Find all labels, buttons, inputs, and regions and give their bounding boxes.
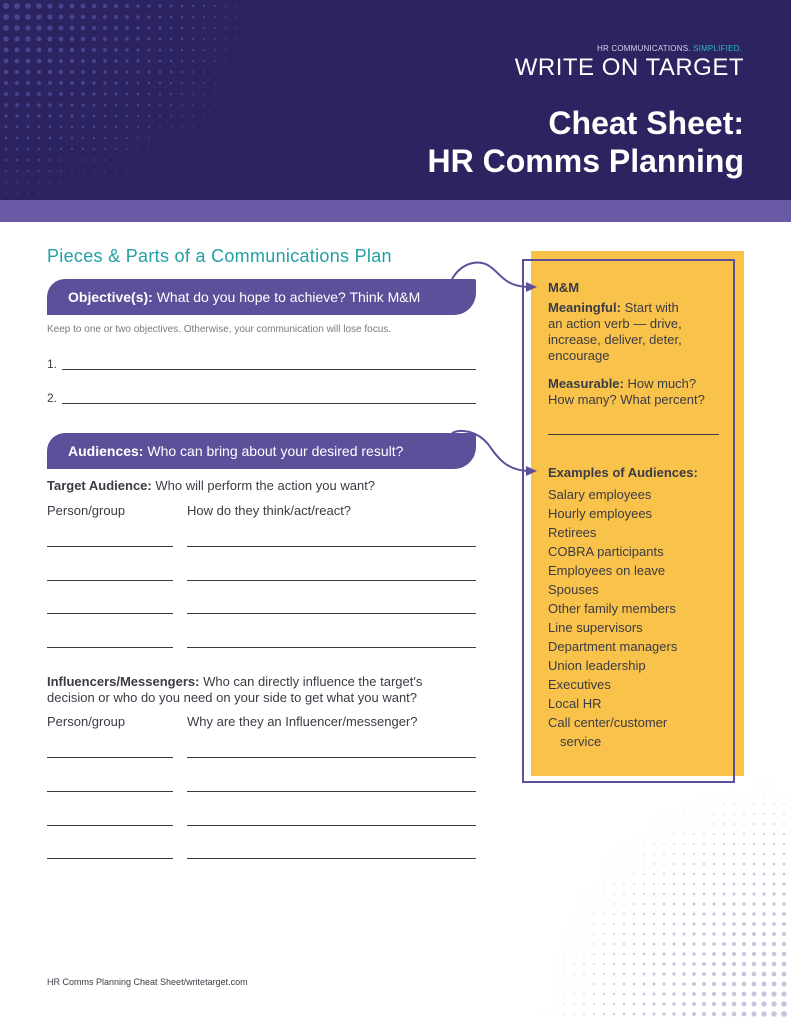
- list-item: Salary employees: [548, 487, 652, 502]
- examples-heading-text: Examples of Audiences:: [548, 465, 698, 480]
- list-item: COBRA participants: [548, 544, 664, 559]
- measurable-text-2: How many? What percent?: [548, 392, 705, 407]
- arrow-objectives-to-mm: [452, 263, 528, 287]
- mm-heading-text: M&M: [548, 280, 580, 295]
- influencers-heading: Influencers/Messengers:: [47, 674, 200, 689]
- audiences-prompt: Who can bring about your desired result?: [147, 443, 404, 459]
- objective-1-number: 1.: [47, 357, 58, 371]
- list-item: Department managers: [548, 639, 678, 654]
- tagline-accent: SIMPLIFIED.: [693, 44, 742, 53]
- target-audience-prompt: Who will perform the action you want?: [155, 478, 376, 493]
- meaningful-text-1: Start with: [624, 300, 679, 315]
- list-item: Spouses: [548, 582, 599, 597]
- list-item: Other family members: [548, 601, 676, 616]
- list-item: Line supervisors: [548, 620, 643, 635]
- col-person-group-2: Person/group: [47, 714, 126, 729]
- list-item: Local HR: [548, 696, 602, 711]
- influencers-prompt-2: decision or who do you need on your side to get what you want?: [47, 690, 418, 705]
- objectives-prompt: What do you hope to achieve? Think M&M: [156, 289, 421, 305]
- meaningful-label: Meaningful:: [548, 300, 621, 315]
- meaningful-text-3: increase, deliver, deter,: [548, 332, 682, 347]
- arrow-head-icon: [526, 282, 537, 292]
- measurable-label: Measurable:: [548, 376, 624, 391]
- tagline-main: HR COMMUNICATIONS.: [597, 44, 691, 53]
- target-audience-heading: Target Audience:: [47, 478, 152, 493]
- title-line-1: Cheat Sheet:: [548, 105, 744, 141]
- title-line-2: HR Comms Planning: [427, 143, 744, 179]
- list-item: Retirees: [548, 525, 597, 540]
- arrow-head-icon: [526, 466, 537, 476]
- list-item: Call center/customer: [548, 715, 668, 730]
- footer-text: HR Comms Planning Cheat Sheet/writetarget.com: [47, 977, 248, 987]
- list-item: Hourly employees: [548, 506, 653, 521]
- col-why-influencer: Why are they an Influencer/messenger?: [187, 714, 418, 729]
- objectives-note: Keep to one or two objectives. Otherwise, your communication will lose focus.: [47, 324, 392, 335]
- list-item: Union leadership: [548, 658, 646, 673]
- objectives-heading: Objective(s):: [68, 289, 153, 305]
- section-title: Pieces & Parts of a Communications Plan: [47, 246, 392, 266]
- logo: WRITE ON TARGET: [514, 54, 744, 81]
- list-item: Executives: [548, 677, 611, 692]
- list-item: Employees on leave: [548, 563, 666, 578]
- meaningful-text-4: encourage: [548, 348, 610, 363]
- objective-2-number: 2.: [47, 391, 58, 405]
- col-think-act-react: How do they think/act/react?: [187, 503, 352, 518]
- measurable-text-1: How much?: [627, 376, 697, 391]
- meaningful-text-2: an action verb — drive,: [548, 316, 682, 331]
- col-person-group: Person/group: [47, 503, 126, 518]
- audiences-heading: Audiences:: [68, 443, 144, 459]
- arrow-audiences-to-examples: [452, 431, 528, 471]
- influencers-prompt-1: Who can directly influence the target's: [203, 674, 423, 689]
- list-item: service: [560, 734, 602, 749]
